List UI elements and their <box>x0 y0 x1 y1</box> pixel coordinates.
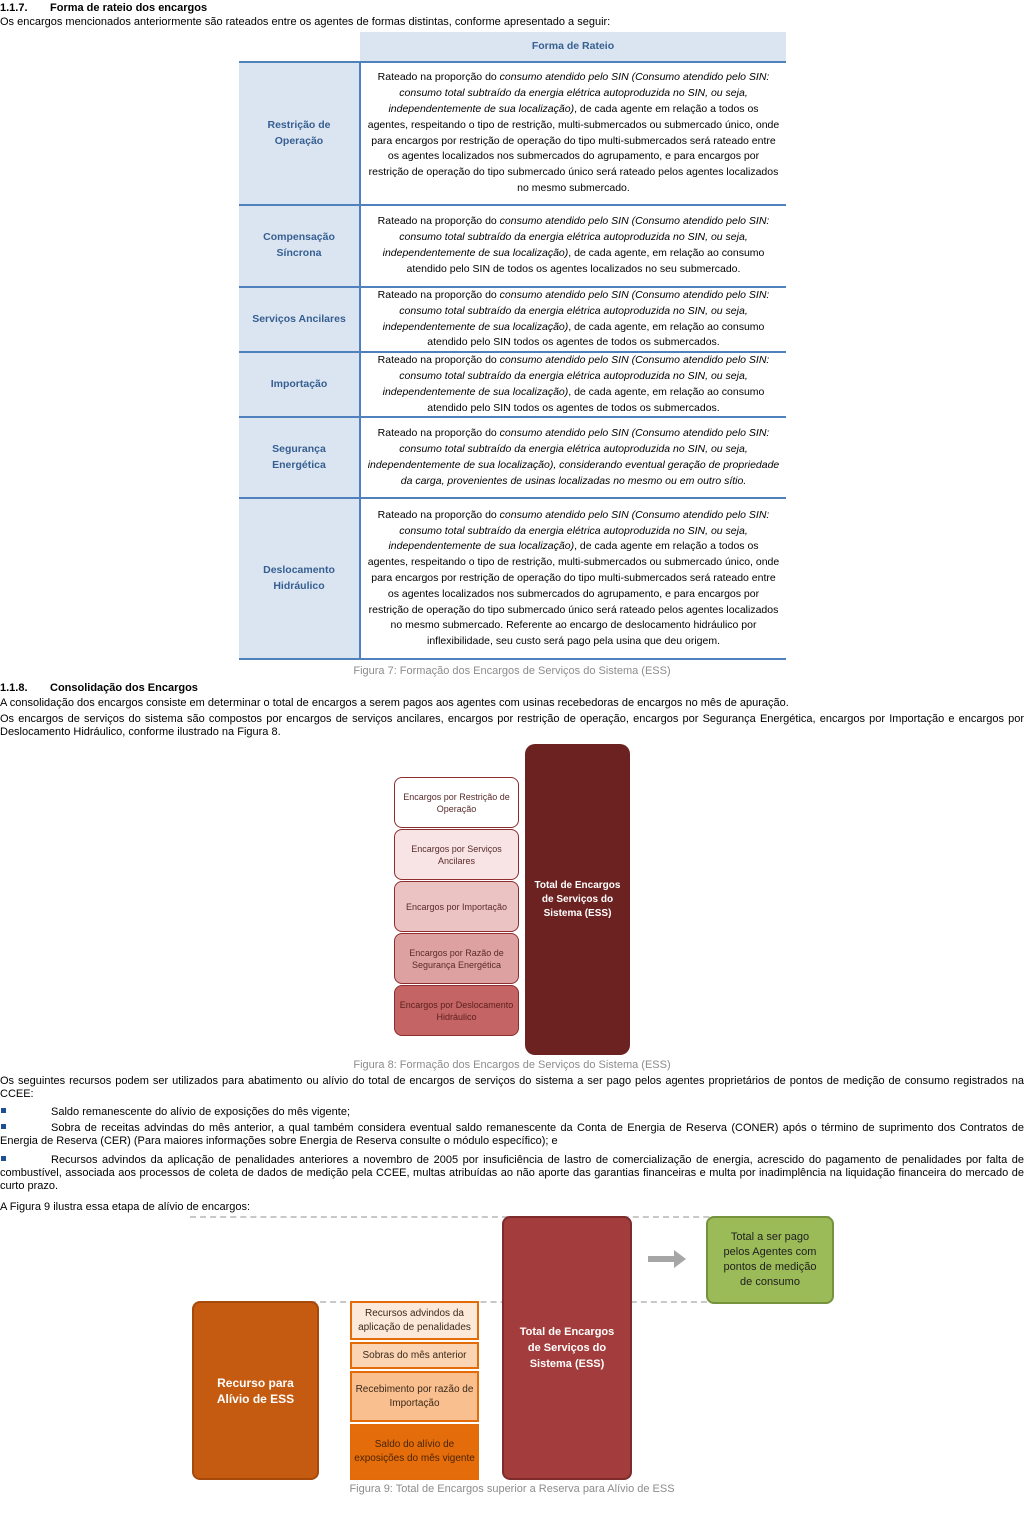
row-description: Rateado na proporção do consumo atendido pelo SIN (Consumo atendido pelo SIN: consumo total subtraído da energia elétrica autoproduzida no SIN, ou seja, independentemente de sua localização), de cada agente, em relação ao consumo atendido pelo SIN todos os agentes de todos os submercados. <box>360 287 786 352</box>
fig8-box-ancilares: Encargos por Serviços Ancilares <box>394 829 519 880</box>
figure-8-caption: Figura 8: Formação dos Encargos de Serviços do Sistema (ESS) <box>353 1059 671 1071</box>
fig8-box-importacao: Encargos por Importação <box>394 881 519 932</box>
row-label: Segurança Energética <box>239 417 360 498</box>
paragraph: Os seguintes recursos podem ser utilizados para abatimento ou alívio do total de encargos de serviços do sistema a ser pago pelos agentes proprietários de pontos de medição de consumo registrados na CCEE: <box>0 1075 1024 1100</box>
row-label: Serviços Ancilares <box>239 287 360 352</box>
section-number: 1.1.8. <box>0 682 28 694</box>
section-title: Forma de rateio dos encargos <box>50 2 208 14</box>
row-description: Rateado na proporção do consumo atendido pelo SIN (Consumo atendido pelo SIN: consumo total subtraído da energia elétrica autoproduzida no SIN, ou seja, independentemente de sua localização), de cada agente em relação a todos os agentes, respeitando o tipo de restrição, multi-submercados ou submercado único, onde para encargos por restrição de operação do tipo multi-submercados será rateado entre os agentes localizados nos submercados do agrupamento, e para encargos por restrição de operação do tipo submercado único será rateado pelos agentes localizados no mesmo submercado. <box>360 62 786 205</box>
fig9-stack-sobras: Sobras do mês anterior <box>350 1342 479 1369</box>
section-1-1-8-heading <box>0 681 198 695</box>
figure-7-caption: Figura 7: Formação dos Encargos de Serviços do Sistema (ESS) <box>353 665 671 677</box>
fig8-box-restricao: Encargos por Restrição de Operação <box>394 777 519 828</box>
list-item: Saldo remanescente do alívio de exposições do mês vigente; <box>51 1106 351 1118</box>
section-number: 1.1.7. <box>0 2 28 14</box>
fig8-total-box: Total de Encargos de Serviços do Sistema (ESS) <box>525 744 630 1055</box>
table-header: Forma de Rateio <box>360 32 786 62</box>
table-corner <box>239 32 360 62</box>
figure-9-caption: Figura 9: Total de Encargos superior a Reserva para Alívio de ESS <box>349 1483 675 1495</box>
section-1-1-7-heading <box>0 1 207 15</box>
dashed-guide-line <box>270 1301 707 1303</box>
rateio-table <box>239 32 786 660</box>
fig8-box-seguranca: Encargos por Razão de Segurança Energética <box>394 933 519 984</box>
arrow-right-icon <box>648 1249 688 1269</box>
row-description: Rateado na proporção do consumo atendido pelo SIN (Consumo atendido pelo SIN: consumo total subtraído da energia elétrica autoproduzida no SIN, ou seja, independentemente de sua localização), considerando eventual geração de propriedade da carga, provenientes de usinas localizadas no mesmo ou em outro sítio. <box>360 417 786 498</box>
list-item: Recursos advindos da aplicação de penalidades anteriores a novembro de 2005 por insuficiência de lastro de comercialização de energia, acrescido do pagamento de penalidades por falta de combustível, associada aos processos de coleta de dados de medição pela CCEE, multas atribuídas ao não aporte das garantias financeiras e multa por inadimplência na liquidação financeira do mercado de curto prazo. <box>0 1154 1024 1192</box>
section-intro: Os encargos mencionados anteriormente são rateados entre os agentes de formas distintas, conforme apresentado a seguir: <box>0 16 611 28</box>
fig9-recurso-box: Recurso para Alívio de ESS <box>192 1301 319 1480</box>
list-item: Sobra de receitas advindas do mês anterior, a qual também considera eventual saldo remanescente da Conta de Energia de Reserva (CONER) após o término de suprimento dos Contratos de Energia de Reserva (CER) (Para maiores informações sobre Energia de Reserva consulte o módulo específico); e <box>0 1122 1024 1147</box>
row-label: Compensação Síncrona <box>239 205 360 287</box>
fig9-agentes-box: Total a ser pago pelos Agentes com pontos de medição de consumo <box>706 1216 834 1304</box>
paragraph: A consolidação dos encargos consiste em determinar o total de encargos a serem pagos aos agentes com usinas recebedoras de encargos no mês de apuração. <box>0 697 789 709</box>
paragraph: A Figura 9 ilustra essa etapa de alívio de encargos: <box>0 1201 251 1213</box>
fig9-total-box: Total de Encargos de Serviços do Sistema (ESS) <box>502 1216 632 1480</box>
fig9-stack-saldo: Saldo do alívio de exposições do mês vigente <box>350 1424 479 1480</box>
row-description: Rateado na proporção do consumo atendido pelo SIN (Consumo atendido pelo SIN: consumo total subtraído da energia elétrica autoproduzida no SIN, ou seja, independentemente de sua localização), de cada agente em relação a todos os agentes, respeitando o tipo de restrição, multi-submercados ou submercado único, onde para encargos por restrição de operação do tipo multi-submercados será rateado entre os agentes localizados nos submercados do agrupamento, e para encargos por restrição de operação do tipo submercado único será rateado pelos agentes localizados no mesmo submercado. Referente ao encargo de deslocamento hidráulico por inflexibilidade, seu custo será pago pela usina que deu origem. <box>360 498 786 659</box>
row-label: Importação <box>239 352 360 417</box>
fig8-box-deslocamento: Encargos por Deslocamento Hidráulico <box>394 985 519 1036</box>
row-label: Restrição de Operação <box>239 62 360 205</box>
section-title: Consolidação dos Encargos <box>50 682 198 694</box>
fig9-stack-penalidades: Recursos advindos da aplicação de penalidades <box>350 1301 479 1340</box>
bullet-icon <box>0 1106 8 1114</box>
paragraph: Os encargos de serviços do sistema são compostos por encargos de serviços ancilares, encargos por restrição de operação, encargos por Segurança Energética, encargos por Importação e encargos por Deslocamento Hidráulico, conforme ilustrado na Figura 8. <box>0 713 1024 738</box>
row-label: Deslocamento Hidráulico <box>239 498 360 659</box>
row-description: Rateado na proporção do consumo atendido pelo SIN (Consumo atendido pelo SIN: consumo total subtraído da energia elétrica autoproduzida no SIN, ou seja, independentemente de sua localização), de cada agente, em relação ao consumo atendido pelo SIN de todos os agentes localizados no seu submercado. <box>360 205 786 287</box>
row-description: Rateado na proporção do consumo atendido pelo SIN (Consumo atendido pelo SIN: consumo total subtraído da energia elétrica autoproduzida no SIN, ou seja, independentemente de sua localização), de cada agente, em relação ao consumo atendido pelo SIN todos os agentes de todos os submercados. <box>360 352 786 417</box>
fig9-stack-importacao: Recebimento por razão de Importação <box>350 1371 479 1422</box>
